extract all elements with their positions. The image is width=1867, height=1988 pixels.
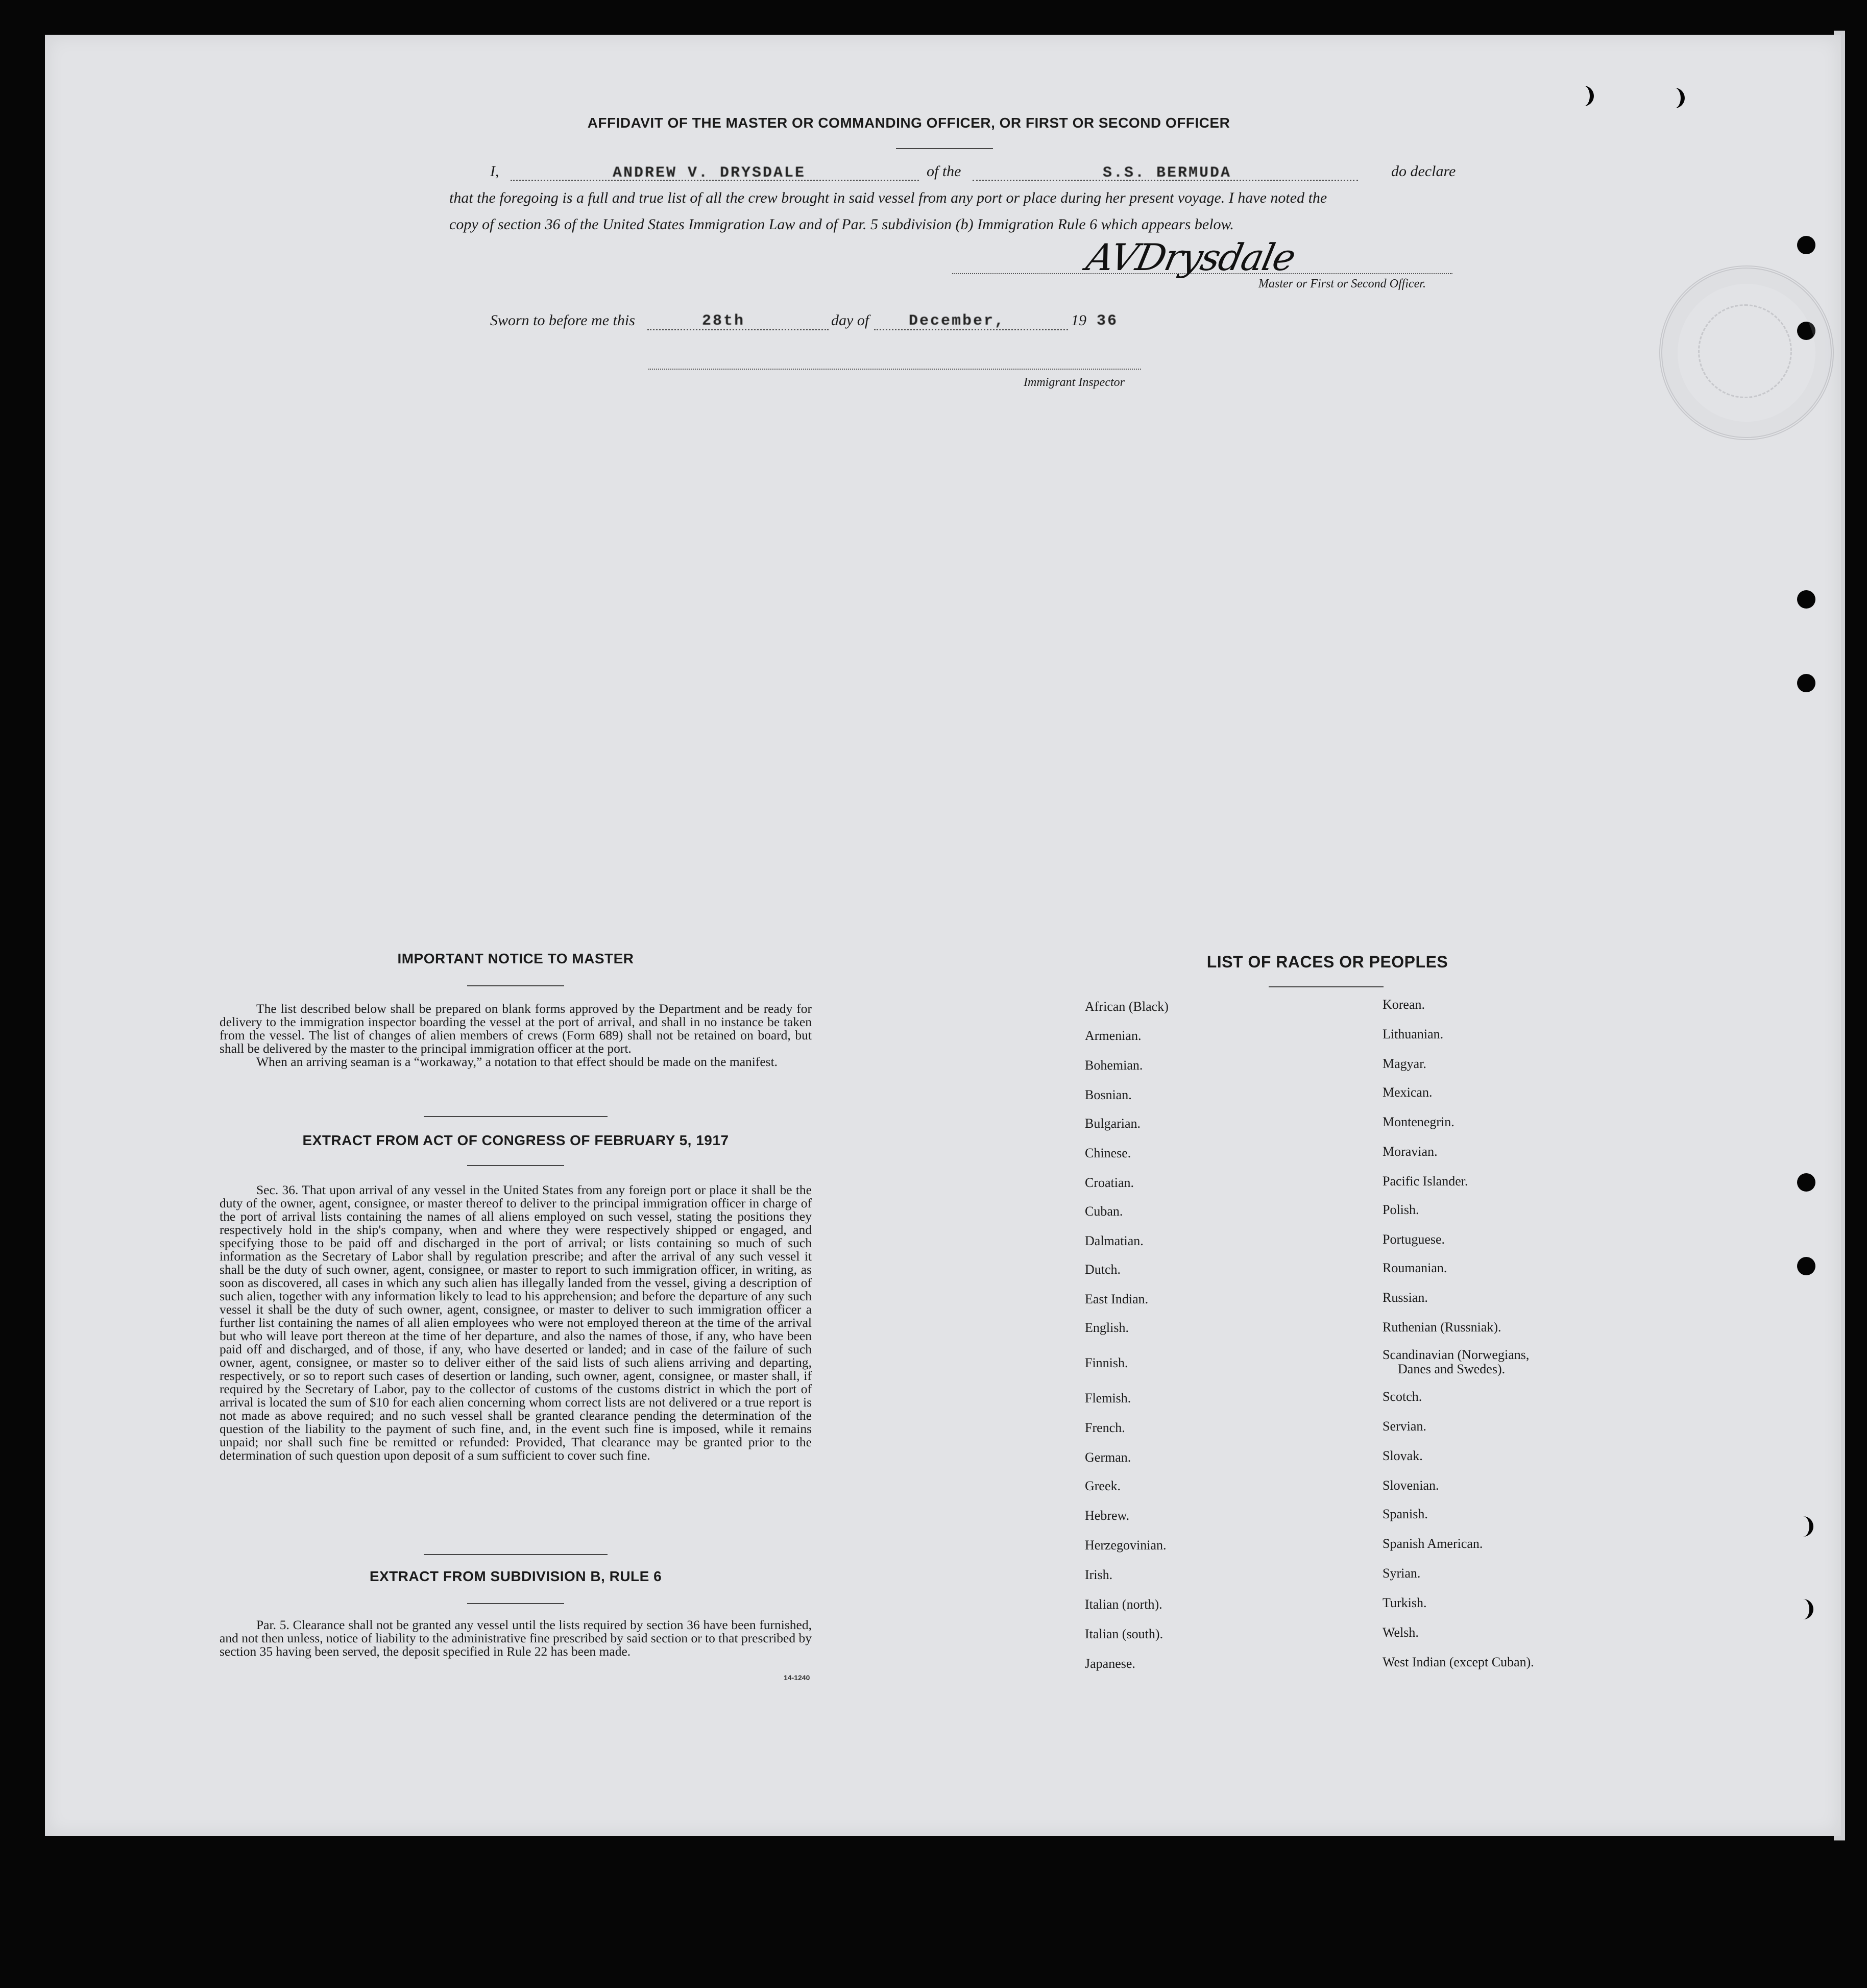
race-item: Pacific Islander.	[1383, 1174, 1468, 1189]
master-signature: AVDrysdale	[1083, 236, 1299, 279]
race-item: Bohemian.	[1085, 1058, 1143, 1073]
race-item: Lithuanian.	[1383, 1027, 1444, 1041]
divider	[424, 1554, 608, 1555]
race-item: African (Black)	[1085, 999, 1169, 1014]
inspector-caption: Immigrant Inspector	[1024, 376, 1125, 389]
notice-paragraph-1: The list described below shall be prepared on blank forms approved by the Department and be ready for delivery to the immigration inspector boarding the vessel at the port of arrival, and shall in no instance be taken from the vessel. The list of changes of alien members of crews (Form 689) shall not be retained on board, but shall be delivered by the master to the principal immigration officer at the port.	[220, 1001, 812, 1056]
year-prefix: 19	[1071, 312, 1086, 329]
affidavit-i-label: I,	[490, 163, 499, 180]
race-item: Russian.	[1383, 1290, 1428, 1305]
race-item: Moravian.	[1383, 1144, 1438, 1159]
day-of-label: day of	[831, 312, 869, 329]
year-suffix: 36	[1097, 312, 1119, 330]
race-item: Korean.	[1383, 997, 1425, 1012]
divider	[467, 1165, 564, 1166]
extract-act-heading: EXTRACT FROM ACT OF CONGRESS OF FEBRUARY 5, 1917	[302, 1132, 729, 1148]
signature-caption: Master or First or Second Officer.	[1258, 277, 1426, 290]
punch-hole	[1797, 674, 1815, 692]
race-item: French.	[1085, 1420, 1125, 1435]
extract-rule-heading: EXTRACT FROM SUBDIVISION B, RULE 6	[369, 1568, 662, 1584]
extract-act-body	[220, 1183, 812, 1462]
punch-hole	[1797, 590, 1815, 609]
race-item: German.	[1085, 1450, 1131, 1465]
race-item: Welsh.	[1383, 1625, 1419, 1640]
extract-rule-body	[220, 1618, 812, 1658]
race-item: Roumanian.	[1383, 1260, 1447, 1275]
races-heading: LIST OF RACES OR PEOPLES	[1206, 953, 1448, 971]
race-item-continuation: Danes and Swedes).	[1398, 1362, 1506, 1376]
do-declare-label: do declare	[1391, 163, 1456, 180]
race-item: Servian.	[1383, 1419, 1426, 1434]
race-item: Flemish.	[1085, 1391, 1131, 1405]
sworn-day: 28th	[702, 312, 745, 330]
sworn-month: December,	[909, 312, 1006, 330]
divider	[1269, 986, 1384, 987]
race-item: Herzegovinian.	[1085, 1538, 1167, 1553]
race-item: West Indian (except Cuban).	[1383, 1655, 1534, 1669]
race-item: Turkish.	[1383, 1595, 1427, 1610]
race-item: Magyar.	[1383, 1056, 1426, 1071]
document-page	[45, 35, 1841, 1836]
race-item: Japanese.	[1085, 1656, 1135, 1671]
extract-rule-paragraph: Par. 5. Clearance shall not be granted any vessel until the lists required by section 36 have been furnished, and not then unless, notice of liability to the administrative fine prescribed by said section or to that prescribed by section 35 having been served, the deposit specified in Rule 22 has been made.	[220, 1617, 812, 1659]
affidavit-heading: AFFIDAVIT OF THE MASTER OR COMMANDING OFFICER, OR FIRST OR SECOND OFFICER	[587, 115, 1230, 131]
race-item: Mexican.	[1383, 1085, 1433, 1100]
affidavit-line-3: copy of section 36 of the United States Immigration Law and of Par. 5 subdivision (b) Immigration Rule 6 which appears below.	[449, 216, 1234, 233]
race-item: Greek.	[1085, 1478, 1121, 1493]
sworn-label: Sworn to before me this	[490, 312, 635, 329]
divider	[424, 1116, 608, 1117]
race-item: Bulgarian.	[1085, 1116, 1141, 1131]
race-item: Croatian.	[1085, 1175, 1134, 1190]
race-item: Finnish.	[1085, 1355, 1128, 1370]
race-item: Irish.	[1085, 1567, 1113, 1582]
race-item: Bosnian.	[1085, 1087, 1132, 1102]
divider	[467, 1603, 564, 1604]
race-item: Dutch.	[1085, 1262, 1121, 1277]
race-item: Hebrew.	[1085, 1508, 1130, 1523]
race-item: Scotch.	[1383, 1389, 1422, 1404]
embossed-seal	[1659, 265, 1834, 440]
race-item: Chinese.	[1085, 1146, 1131, 1160]
divider	[467, 985, 564, 986]
form-number: 14-1240	[784, 1674, 810, 1682]
race-item: Italian (south).	[1085, 1627, 1163, 1641]
race-item: Slovak.	[1383, 1448, 1423, 1463]
punch-hole	[1797, 1173, 1815, 1192]
race-item: Armenian.	[1085, 1028, 1142, 1043]
race-item: Slovenian.	[1383, 1478, 1439, 1493]
race-item: Spanish American.	[1383, 1536, 1483, 1551]
race-item: Cuban.	[1085, 1204, 1123, 1219]
officer-name: ANDREW V. DRYSDALE	[613, 164, 806, 182]
affidavit-line-2: that the foregoing is a full and true list of all the crew brought in said vessel from any port or place during her present voyage. I have noted the	[449, 189, 1327, 206]
inspector-signature-line	[648, 369, 1141, 370]
vessel-name: S.S. BERMUDA	[1103, 164, 1232, 182]
punch-hole	[1797, 1257, 1815, 1275]
race-item: Spanish.	[1383, 1507, 1428, 1521]
punch-hole	[1797, 236, 1815, 254]
notice-paragraph-2: When an arriving seaman is a “workaway,” a notation to that effect should be made on the manifest.	[256, 1054, 778, 1069]
race-item: Syrian.	[1383, 1566, 1421, 1581]
race-item: East Indian.	[1085, 1292, 1149, 1306]
notice-body	[220, 1002, 812, 1069]
race-item: English.	[1085, 1320, 1129, 1335]
race-item: Scandinavian (Norwegians,	[1383, 1347, 1530, 1362]
of-the-label: of the	[927, 163, 961, 180]
notice-heading: IMPORTANT NOTICE TO MASTER	[397, 951, 634, 966]
race-item: Portuguese.	[1383, 1232, 1445, 1247]
race-item: Polish.	[1383, 1202, 1419, 1217]
race-item: Italian (north).	[1085, 1597, 1162, 1612]
race-item: Dalmatian.	[1085, 1233, 1144, 1248]
extract-act-paragraph: Sec. 36. That upon arrival of any vessel in the United States from any foreign port or place it shall be the duty of the owner, agent, consignee, or master thereof to deliver to the principal immigration officer in charge of the port of arrival lists containing the names of all aliens employed on such vessel, stating the positions they respectively hold in the ship's company, when and where they were respectively shipped or engaged, and specifying those to be paid off and discharged in the port of arrival; or lists containing so much of such information as the Secretary of Labor shall by regulation prescribe; and after the arrival of any such vessel it shall be the duty of such owner, agent, consignee, or master to report to such immigration officer, in writing, as soon as discovered, all cases in which any such alien has illegally landed from the vessel, giving a description of such alien, together with any information likely to lead to his apprehension; and before the departure of any such vessel it shall be the duty of such owner, agent, consignee, or master to deliver to such immigration officer a further list containing the names of all alien employees who were not employed thereon at the time of the arrival but who will leave port thereon at the time of her departure, and also the names of those, if any, who have been paid off and discharged, and of those, if any, who have deserted or landed; and in case of the failure of such owner, agent, consignee, or master so to deliver either of the said lists of such aliens arriving and departing, respectively, or so to report such cases of desertion or landing, such owner, agent, consignee, or master shall, if required by the Secretary of Labor, pay to the collector of customs of the customs district in which the port of arrival is located the sum of $10 for each alien concerning whom correct lists are not delivered or a true report is not made as above required; and no such vessel shall be granted clearance pending the determination of the question of the liability to the payment of such fine, and, in the event such fine is imposed, while it remains unpaid; nor shall such fine be remitted or refunded: Provided, That clearance may be granted prior to the determination of such question upon deposit of a sum sufficient to cover such fine.	[220, 1182, 812, 1463]
divider	[896, 148, 993, 149]
race-item: Montenegrin.	[1383, 1114, 1454, 1129]
race-item: Ruthenian (Russniak).	[1383, 1320, 1501, 1335]
